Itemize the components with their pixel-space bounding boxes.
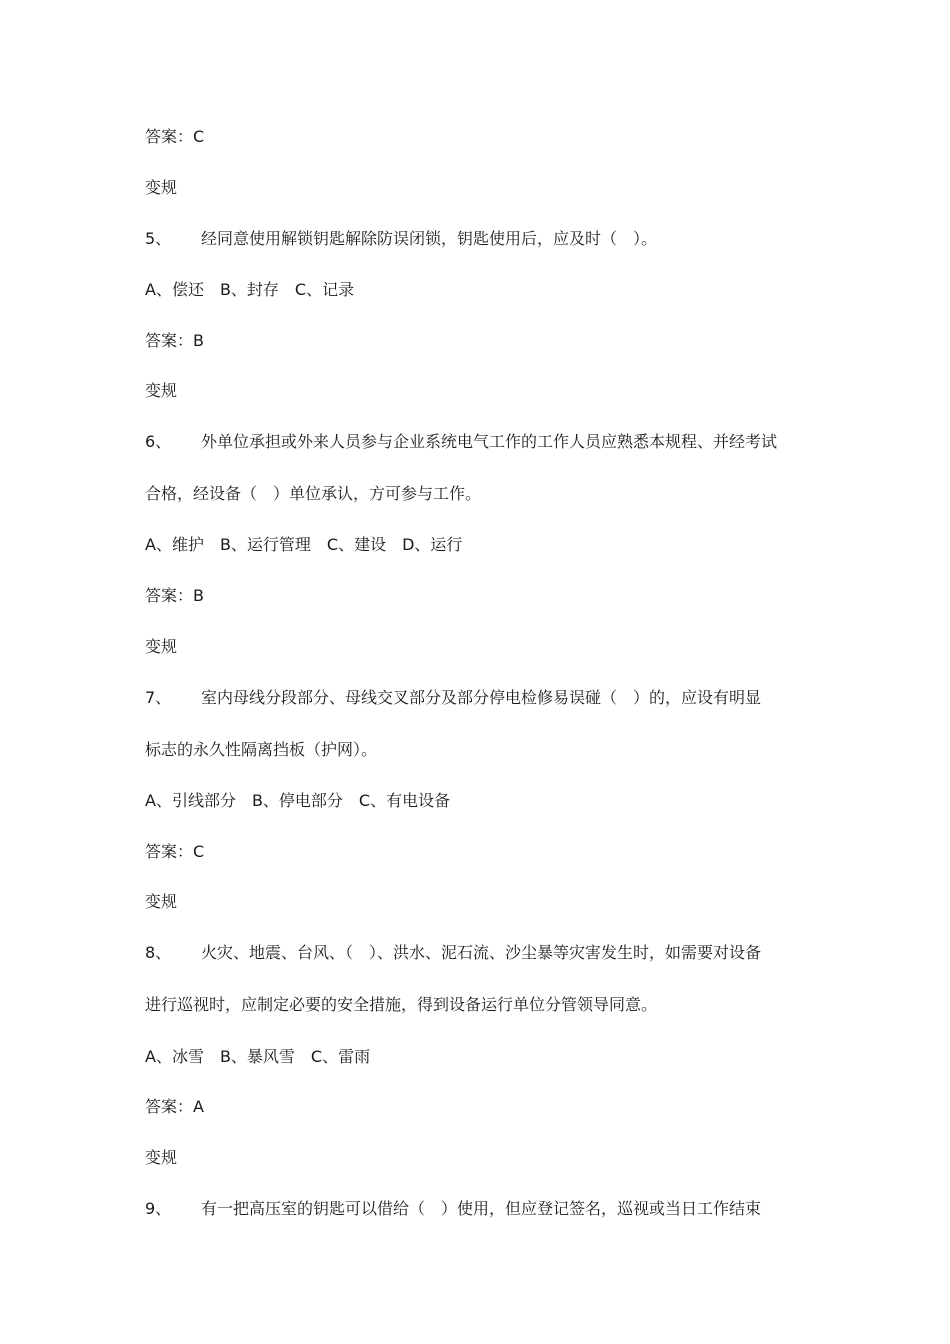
category-label: 变规	[145, 637, 178, 656]
question-text: 外单位承担或外来人员参与企业系统电气工作的工作人员应熟悉本规程、并经考试	[201, 432, 778, 451]
category-label: 变规	[145, 178, 178, 197]
question-number: 5、	[145, 229, 172, 248]
question-7	[145, 688, 807, 708]
question-5	[145, 229, 807, 249]
answer-options: A、偿还 B、封存 C、记录	[145, 280, 355, 299]
answer-options: A、引线部分 B、停电部分 C、有电设备	[145, 791, 451, 810]
question-number: 6、	[145, 432, 172, 451]
answer-line: 答案：B	[145, 586, 204, 605]
question-text-continued: 合格，经设备（ ）单位承认，方可参与工作。	[145, 484, 482, 503]
question-text-continued: 标志的永久性隔离挡板（护网）。	[145, 740, 378, 759]
answer-line: 答案：C	[145, 842, 205, 861]
category-label: 变规	[145, 381, 178, 400]
question-text-continued: 进行巡视时，应制定必要的安全措施，得到设备运行单位分管领导同意。	[145, 995, 658, 1014]
answer-options: A、冰雪 B、暴风雪 C、雷雨	[145, 1047, 371, 1066]
question-8	[145, 943, 807, 963]
category-label: 变规	[145, 892, 178, 911]
answer-line: 答案：B	[145, 331, 204, 350]
question-text: 经同意使用解锁钥匙解除防误闭锁，钥匙使用后，应及时（ ）。	[201, 229, 658, 248]
question-text: 有一把高压室的钥匙可以借给（ ）使用，但应登记签名，巡视或当日工作结束	[201, 1199, 762, 1218]
question-number: 7、	[145, 688, 172, 707]
question-9	[145, 1199, 807, 1219]
question-number: 9、	[145, 1199, 172, 1218]
answer-line: 答案：A	[145, 1097, 204, 1116]
question-6	[145, 432, 807, 452]
answer-line: 答案：C	[145, 127, 205, 146]
question-text: 火灾、地震、台风、（ ）、洪水、泥石流、沙尘暴等灾害发生时，如需要对设备	[201, 943, 762, 962]
question-number: 8、	[145, 943, 172, 962]
question-text: 室内母线分段部分、母线交叉部分及部分停电检修易误碰（ ）的，应设有明显	[201, 688, 762, 707]
answer-options: A、维护 B、运行管理 C、建设 D、运行	[145, 535, 463, 554]
category-label: 变规	[145, 1148, 178, 1167]
